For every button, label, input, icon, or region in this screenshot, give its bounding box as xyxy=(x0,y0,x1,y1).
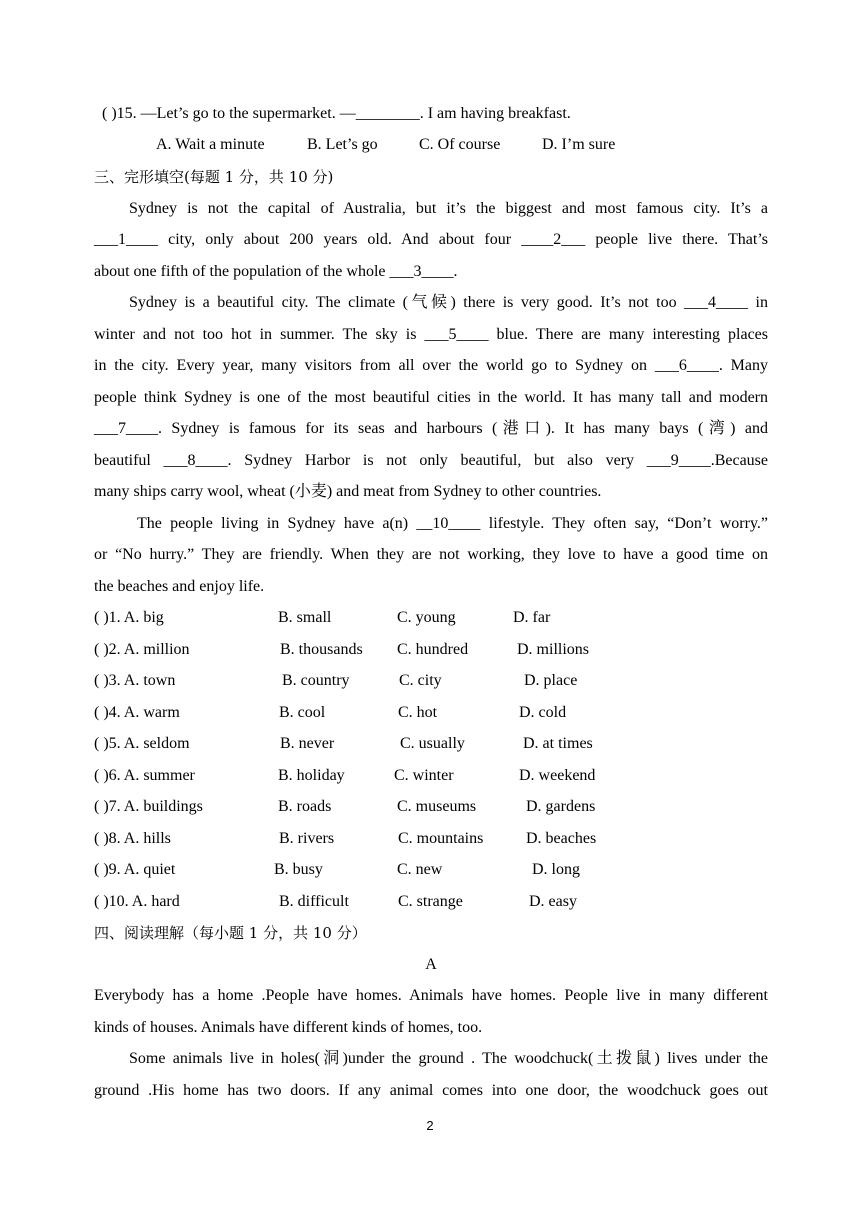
question-option-b: B. small xyxy=(278,609,332,626)
question-option-a: ( )3. A. town xyxy=(94,672,176,689)
question-option-b: B. difficult xyxy=(279,893,349,910)
question-option-c: C. museums xyxy=(397,798,477,815)
question-option-c: C. city xyxy=(399,672,442,689)
question-option-c: C. mountains xyxy=(398,830,484,847)
question-option-b: B. holiday xyxy=(278,767,345,784)
question-option-d: D. beaches xyxy=(526,830,597,847)
question-option-b: B. never xyxy=(280,735,335,752)
question-option-a: ( )8. A. hills xyxy=(94,830,171,847)
question-option-d: D. easy xyxy=(529,893,577,910)
question-option-c: C. young xyxy=(397,609,456,626)
question-option-c: C. hundred xyxy=(397,641,469,658)
question-option-d: D. gardens xyxy=(526,798,596,815)
cloze-line: Sydney is a beautiful city. The climate (气候) there is very good. It’s not too ___4____ in xyxy=(129,294,768,311)
section-4-heading: 四、阅读理解（每小题 1 分，共 10 分） xyxy=(94,924,367,942)
question-option-b: B. busy xyxy=(274,861,323,878)
question-option-a: ( )1. A. big xyxy=(94,609,164,626)
reading-line: Some animals live in holes(洞)under the ground . The woodchuck(土拨鼠) lives under the xyxy=(129,1050,768,1067)
question-option-a: ( )4. A. warm xyxy=(94,704,180,721)
reading-line: Everybody has a home .People have homes. Animals have homes. People live in many different xyxy=(94,987,768,1004)
question-option-a: ( )7. A. buildings xyxy=(94,798,203,815)
cloze-line: The people living in Sydney have a(n) __10____ lifestyle. They often say, “Don’t worry.” xyxy=(137,515,768,532)
reading-line: kinds of houses. Animals have different kinds of homes, too. xyxy=(94,1019,483,1036)
option-d: D. I’m sure xyxy=(542,136,616,153)
question-option-b: B. cool xyxy=(279,704,326,721)
cloze-line: beautiful ___8____. Sydney Harbor is not only beautiful, but also very ___9____.Because xyxy=(94,452,768,469)
cloze-line: people think Sydney is one of the most beautiful cities in the world. It has many tall and modern xyxy=(94,389,768,406)
question-option-d: D. millions xyxy=(517,641,590,658)
question-option-c: C. strange xyxy=(398,893,463,910)
question-option-d: D. far xyxy=(513,609,551,626)
question-option-a: ( )2. A. million xyxy=(94,641,190,658)
question-option-c: C. new xyxy=(397,861,443,878)
cloze-line: in the city. Every year, many visitors from all over the world go to Sydney on ___6____. Many xyxy=(94,357,768,374)
question-option-a: ( )9. A. quiet xyxy=(94,861,176,878)
option-b: B. Let’s go xyxy=(307,136,378,153)
section-3-heading: 三、完形填空(每题 1 分，共 10 分) xyxy=(94,168,334,186)
question-15: ( )15. —Let’s go to the supermarket. —________. I am having breakfast. xyxy=(102,105,571,122)
question-option-a: ( )10. A. hard xyxy=(94,893,180,910)
cloze-line: or “No hurry.” They are friendly. When they are not working, they love to have a good time on xyxy=(94,546,768,563)
cloze-line: ___7____. Sydney is famous for its seas and harbours (港口). It has many bays (湾) and xyxy=(94,420,768,437)
cloze-line: winter and not too hot in summer. The sky is ___5____ blue. There are many interesting places xyxy=(94,326,768,343)
reading-line: ground .His home has two doors. If any animal comes into one door, the woodchuck goes out xyxy=(94,1082,768,1099)
page-number: 2 xyxy=(426,1118,434,1133)
cloze-line: Sydney is not the capital of Australia, but it’s the biggest and most famous city. It’s a xyxy=(129,200,768,217)
passage-label: A xyxy=(425,956,437,973)
question-option-d: D. at times xyxy=(523,735,593,752)
question-option-a: ( )5. A. seldom xyxy=(94,735,190,752)
question-option-c: C. winter xyxy=(394,767,454,784)
question-option-b: B. rivers xyxy=(279,830,335,847)
question-option-d: D. long xyxy=(532,861,580,878)
question-option-d: D. place xyxy=(524,672,578,689)
question-option-c: C. usually xyxy=(400,735,465,752)
option-c: C. Of course xyxy=(419,136,501,153)
option-a: A. Wait a minute xyxy=(156,136,265,153)
question-option-b: B. country xyxy=(282,672,350,689)
question-option-b: B. roads xyxy=(278,798,332,815)
cloze-line: many ships carry wool, wheat (小麦) and meat from Sydney to other countries. xyxy=(94,483,602,500)
cloze-line: ___1____ city, only about 200 years old. And about four ____2___ people live there. That’s xyxy=(94,231,768,248)
cloze-line: the beaches and enjoy life. xyxy=(94,578,265,595)
question-option-c: C. hot xyxy=(398,704,438,721)
question-option-a: ( )6. A. summer xyxy=(94,767,195,784)
question-option-d: D. cold xyxy=(519,704,567,721)
question-option-d: D. weekend xyxy=(519,767,596,784)
cloze-line: about one fifth of the population of the whole ___3____. xyxy=(94,263,458,280)
question-option-b: B. thousands xyxy=(280,641,363,658)
